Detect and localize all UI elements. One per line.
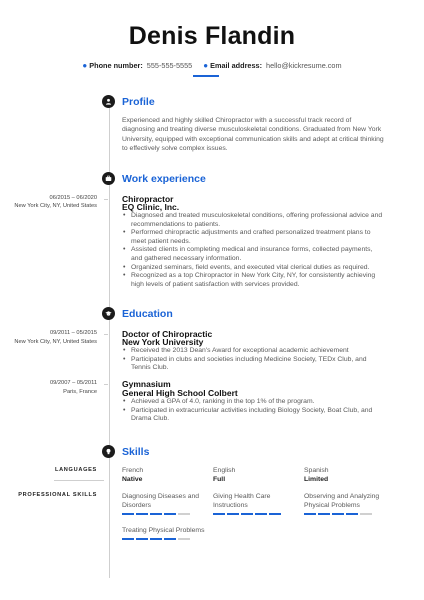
contact-phone	[82, 61, 194, 70]
profile-text: Experienced and highly skilled Chiropractor with a successful track record of diagnosing and treating diverse musculoskeletal conditions. Graduated from New York University, equipped with exceptional communication skills and adept at critical thinking to effectively solve complex issues.	[122, 117, 384, 153]
skill-level-segment	[213, 513, 225, 515]
edu-bullets-1	[122, 347, 384, 373]
bullet-icon: ●	[82, 61, 88, 70]
skill-name: Diagnosing Diseases and Disorders	[122, 493, 200, 509]
divider	[54, 480, 104, 481]
phone-label: Phone number:	[89, 61, 143, 70]
contact-email	[203, 61, 341, 70]
skill-level-segment	[178, 538, 190, 540]
bullet-icon: ●	[203, 61, 209, 70]
language-name: Spanish	[304, 467, 329, 474]
list-item: • Assisted clients in completing medical and insurance forms, collected payments, and gathered necessary information.	[122, 246, 384, 263]
skill-level-segment	[227, 513, 239, 515]
skill-level-segment	[332, 513, 344, 515]
language-level: Full	[213, 476, 226, 483]
list-item: • Recognized as a top Chiropractor in New York City, NY, for consistently achieving high levels of patient satisfaction with services provided.	[122, 272, 384, 289]
language-level: Limited	[304, 476, 329, 483]
skill-level-segment	[269, 513, 281, 515]
profile-title: Profile	[122, 96, 155, 108]
skill-level-segment	[122, 538, 134, 540]
graduation-cap-icon	[102, 307, 115, 320]
lightbulb-icon	[102, 445, 115, 458]
skill-level-segment	[150, 538, 162, 540]
skill-name: Observing and Analyzing Physical Problems	[304, 493, 380, 509]
email-label: Email address:	[210, 61, 263, 70]
edu-dates-1: 09/2011 – 05/2015	[49, 330, 97, 336]
skill-level-segment	[318, 513, 330, 515]
languages-label: LANGUAGES	[54, 467, 97, 473]
professional-skills-label: PROFESSIONAL SKILLS	[18, 492, 97, 498]
language-level: Native	[122, 476, 143, 483]
skill-level-bar	[122, 538, 190, 540]
skill-level-segment	[304, 513, 316, 515]
list-item: • Received the 2013 Dean's Award for exceptional academic achievement	[122, 347, 384, 356]
entry-tick	[104, 384, 108, 385]
skill-level-segment	[255, 513, 267, 515]
edu-org-2: General High School Colbert	[122, 388, 238, 398]
edu-dates-2: 09/2007 – 05/2011	[49, 380, 97, 386]
edu-org-1: New York University	[122, 337, 204, 347]
contact-line	[0, 61, 424, 70]
edu-role-1: Doctor of Chiropractic	[122, 329, 213, 339]
skill-level-segment	[164, 538, 176, 540]
phone-value: 555-555-5555	[146, 61, 193, 70]
skill-level-bar	[213, 513, 281, 515]
work-bullets	[122, 212, 384, 289]
list-item: • Achieved a GPA of 4.0, ranking in the top 1% of the program.	[122, 398, 384, 407]
work-dates: 06/2015 – 06/2020	[49, 195, 97, 201]
entry-tick	[104, 334, 108, 335]
language-name: English	[213, 467, 236, 474]
edu-bullets-2	[122, 398, 384, 424]
work-title: Work experience	[122, 173, 206, 185]
skill-level-segment	[241, 513, 253, 515]
language-name: French	[122, 467, 144, 474]
skill-level-segment	[164, 513, 176, 515]
skill-level-segment	[178, 513, 190, 515]
skill-name: Treating Physical Problems	[122, 527, 205, 534]
skill-name: Giving Health Care Instructions	[213, 493, 271, 509]
language-item	[122, 466, 143, 484]
briefcase-icon	[102, 172, 115, 185]
skill-level-segment	[360, 513, 372, 515]
language-item	[213, 466, 235, 484]
header-underline	[193, 75, 219, 77]
email-value: hello@kickresume.com	[266, 61, 342, 70]
edu-location-1: New York City, NY, United States	[14, 339, 97, 345]
candidate-name: Denis Flandin	[128, 22, 296, 50]
skill-level-bar	[122, 513, 190, 515]
list-item: • Participated in clubs and societies including Medicine Society, TEDx Club, and Tennis Club.	[122, 356, 384, 373]
work-org: EQ Clinic, Inc.	[122, 202, 180, 212]
skill-level-segment	[150, 513, 162, 515]
education-title: Education	[122, 308, 173, 320]
language-item	[304, 466, 329, 484]
skill-level-segment	[346, 513, 358, 515]
skill-level-segment	[122, 513, 134, 515]
list-item: • Participated in extracurricular activities including Biology Society, Boat Club, and Drama Club.	[122, 407, 384, 424]
edu-location-2: Paris, France	[63, 389, 97, 395]
list-item: • Performed chiropractic adjustments and crafted personalized treatment plans to meet patient needs.	[122, 229, 384, 246]
list-item: • Organized seminars, field events, and executed vital clerical duties as required.	[122, 264, 384, 273]
work-location: New York City, NY, United States	[14, 203, 97, 209]
skills-title: Skills	[122, 446, 150, 458]
edu-role-2: Gymnasium	[122, 379, 171, 389]
skill-level-bar	[304, 513, 372, 515]
person-icon	[102, 95, 115, 108]
skill-level-segment	[136, 513, 148, 515]
work-role: Chiropractor	[122, 194, 174, 204]
list-item: • Diagnosed and treated musculoskeletal conditions, offering professional advice and recommendations to patients.	[122, 212, 384, 229]
entry-tick	[104, 199, 108, 200]
skill-level-segment	[136, 538, 148, 540]
